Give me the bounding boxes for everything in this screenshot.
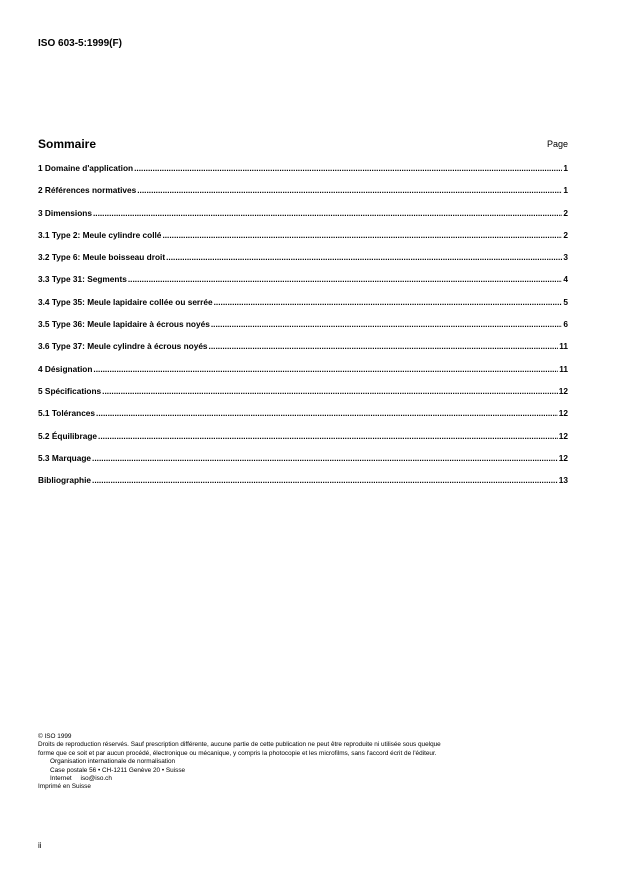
toc-entry-bibliographie[interactable] (38, 475, 568, 497)
internet-contact[interactable]: Internet iso@iso.ch (50, 775, 112, 783)
toc-entry-title: 5.2 Équilibrage (38, 430, 98, 441)
toc-entry-designation[interactable] (38, 364, 568, 386)
toc-dot-leader (98, 431, 558, 441)
rights-text-line-1: Droits de reproduction réservés. Sauf prescription différente, aucune partie de cette publication ne peut être reproduite ni utilisée sous quelque (38, 741, 441, 749)
toc-dot-leader (211, 319, 563, 329)
toc-entry-type-35[interactable] (38, 297, 568, 319)
toc-dot-leader (134, 163, 562, 173)
toc-entry-title: 5.1 Tolérances (38, 408, 96, 419)
toc-entry-type-36[interactable] (38, 319, 568, 341)
copyright-block (38, 733, 578, 792)
toc-dot-leader (209, 341, 559, 351)
postal-address: Case postale 56 • CH-1211 Genève 20 • Suisse (50, 766, 186, 774)
document-id-header: ISO 603-5:1999(F) (38, 38, 122, 49)
toc-entry-title: 5.3 Marquage (38, 452, 92, 463)
rights-text-line-2: forme que ce soit et par aucun procédé, électronique ou mécanique, y compris la photocopie et les microfilms, sans l'accord écrit de l'éditeur. (38, 749, 437, 757)
copyright-notice: © ISO 1999 (38, 733, 72, 740)
toc-entry-title: 3.6 Type 37: Meule cylindre à écrous noyés (38, 341, 208, 352)
toc-entry-title: 3.1 Type 2: Meule cylindre collé (38, 229, 162, 240)
toc-entry-page: 12 (558, 408, 568, 419)
toc-entry-specifications[interactable] (38, 386, 568, 408)
toc-entry-page: 3 (563, 252, 568, 263)
organisation-name: Organisation internationale de normalisation (50, 758, 176, 766)
toc-entry-title: Bibliographie (38, 475, 92, 486)
toc-entry-page: 5 (563, 296, 568, 307)
toc-title: Sommaire (38, 137, 97, 151)
toc-dot-leader (162, 230, 562, 240)
toc-dot-leader (96, 408, 558, 418)
toc-entry-title: 3.5 Type 36: Meule lapidaire à écrous noyés (38, 319, 210, 330)
toc-entry-title: 3.4 Type 35: Meule lapidaire collée ou serrée (38, 296, 213, 307)
toc-entry-title: 2 Références normatives (38, 185, 137, 196)
toc-dot-leader (214, 297, 563, 307)
toc-entry-marquage[interactable] (38, 453, 568, 475)
table-of-contents (38, 163, 568, 497)
toc-entry-title: 4 Désignation (38, 363, 93, 374)
toc-entry-page: 12 (558, 452, 568, 463)
toc-entry-type-6[interactable] (38, 252, 568, 274)
printed-in-note: Imprimé en Suisse (38, 783, 91, 791)
toc-entry-type-31[interactable] (38, 274, 568, 296)
toc-entry-title: 3 Dimensions (38, 207, 92, 218)
toc-entry-equilibrage[interactable] (38, 431, 568, 453)
toc-entry-tolerances[interactable] (38, 408, 568, 430)
toc-entry-page: 1 (563, 163, 568, 173)
toc-entry-title: 3.2 Type 6: Meule boisseau droit (38, 252, 166, 263)
toc-entry-page: 13 (558, 475, 568, 486)
toc-dot-leader (92, 475, 558, 485)
toc-entry-page: 1 (563, 185, 568, 196)
toc-dot-leader (128, 274, 563, 284)
toc-entry-page: 12 (558, 430, 568, 441)
toc-entry-page: 11 (559, 363, 568, 374)
toc-entry-page: 11 (559, 341, 568, 352)
toc-entry-domaine[interactable] (38, 163, 568, 185)
toc-entry-title: 3.3 Type 31: Segments (38, 274, 127, 285)
toc-entry-page: 2 (563, 229, 568, 240)
toc-entry-page: 6 (563, 319, 568, 330)
toc-entry-type-2[interactable] (38, 230, 568, 252)
toc-page-column-label: Page (546, 139, 568, 149)
toc-dot-leader (137, 185, 562, 195)
toc-entry-title: 1 Domaine d'application (38, 163, 134, 173)
toc-entry-page: 2 (563, 207, 568, 218)
toc-dot-leader (102, 386, 558, 396)
toc-dot-leader (166, 252, 562, 262)
toc-entry-page: 4 (563, 274, 568, 285)
page-number: ii (38, 841, 42, 850)
toc-dot-leader (93, 364, 558, 374)
toc-dot-leader (92, 453, 558, 463)
toc-entry-title: 5 Spécifications (38, 385, 102, 396)
toc-entry-page: 12 (558, 385, 568, 396)
toc-dot-leader (93, 208, 562, 218)
toc-entry-dimensions[interactable] (38, 208, 568, 230)
toc-entry-type-37[interactable] (38, 341, 568, 363)
toc-entry-references[interactable] (38, 185, 568, 207)
